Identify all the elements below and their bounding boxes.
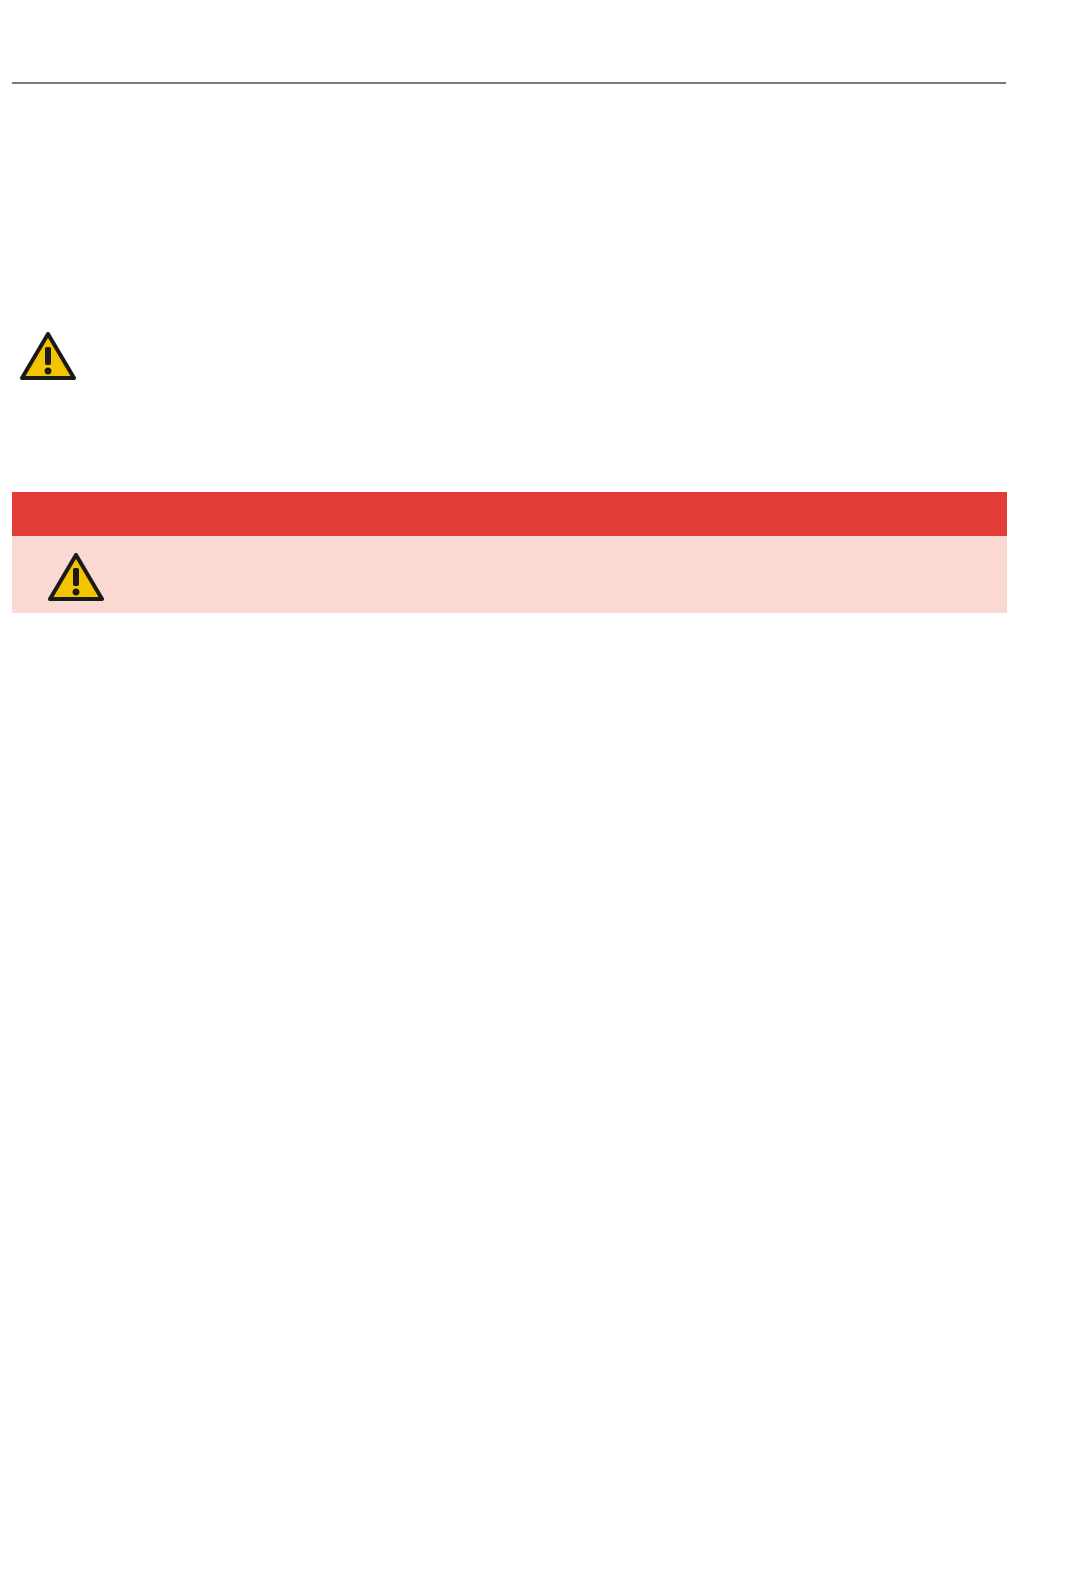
warning-triangle-icon (48, 552, 104, 602)
table-header (12, 492, 1007, 536)
title-divider (12, 82, 1006, 84)
table-row (12, 536, 1007, 616)
signal-words-table (12, 492, 1007, 616)
section-title (12, 38, 26, 69)
warning-triangle-icon (20, 331, 76, 381)
